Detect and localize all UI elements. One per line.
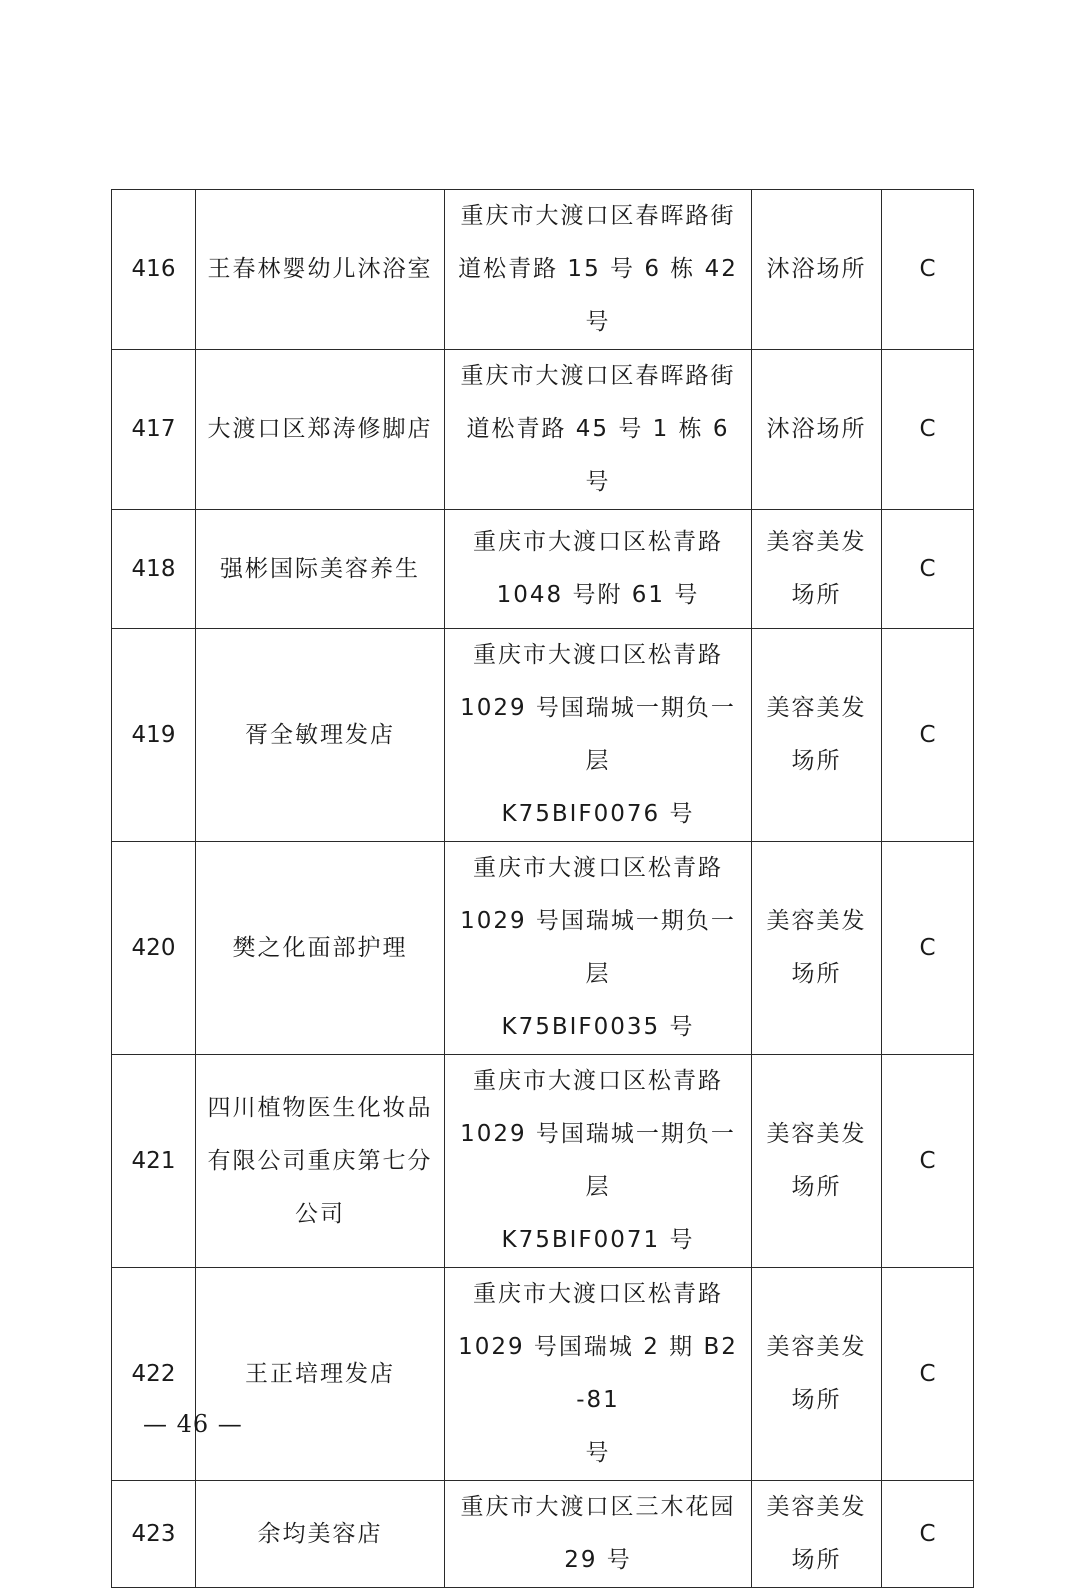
table-row — [112, 190, 974, 350]
address-line: 道松青路 45 号 1 栋 6 号 — [466, 416, 730, 495]
business-name-line: 大渡口区郑涛修脚店 — [207, 416, 433, 442]
address-line: 重庆市大渡口区松青路 — [473, 642, 723, 668]
business-name-line: 公司 — [295, 1200, 345, 1227]
row-number: 417 — [112, 350, 196, 510]
address-line: 重庆市大渡口区春晖路街 — [460, 203, 736, 229]
business-name-line: 樊之化面部护理 — [232, 934, 408, 961]
grade: C — [882, 190, 974, 350]
business-name — [196, 350, 445, 510]
table-row — [112, 1481, 974, 1588]
address — [445, 510, 752, 629]
address-line: 1029 号国瑞城 2 期 B2-81 — [458, 1334, 738, 1413]
grade: C — [882, 1481, 974, 1588]
business-name-line: 余均美容店 — [257, 1520, 383, 1547]
business-name — [196, 190, 445, 350]
row-number: 420 — [112, 842, 196, 1055]
category-line: 美容美发 — [766, 908, 867, 934]
row-number: 418 — [112, 510, 196, 629]
business-name-line: 王春林婴幼儿沐浴室 — [207, 256, 433, 282]
table-row — [112, 510, 974, 629]
address-line: 重庆市大渡口区松青路 — [473, 1281, 723, 1307]
category-line: 美容美发 — [766, 1334, 867, 1360]
table-row — [112, 1268, 974, 1481]
category-line: 沐浴场所 — [766, 256, 867, 282]
category-line: 场所 — [791, 1387, 842, 1413]
address-line: K75BIF0071 号 — [501, 1227, 695, 1253]
address-line: K75BIF0076 号 — [501, 801, 695, 827]
address-line: 1048 号附 61 号 — [496, 582, 700, 608]
table-row — [112, 350, 974, 510]
row-number: 421 — [112, 1055, 196, 1268]
address-line: K75BIF0035 号 — [501, 1014, 695, 1040]
address-line: 重庆市大渡口区春晖路街 — [460, 363, 736, 389]
address-line: 1029 号国瑞城一期负一层 — [460, 908, 736, 987]
page-number: — 46 — — [143, 1410, 243, 1438]
category-line: 场所 — [791, 1547, 842, 1573]
business-name-line: 有限公司重庆第七分 — [207, 1147, 433, 1174]
business-name — [196, 629, 445, 842]
category — [752, 190, 882, 350]
table-body — [112, 190, 974, 1588]
business-name — [196, 1055, 445, 1268]
category-line: 场所 — [791, 582, 842, 608]
business-name-line: 胥全敏理发店 — [245, 721, 395, 748]
address — [445, 842, 752, 1055]
address-line: 重庆市大渡口区松青路 — [473, 529, 723, 555]
category-line: 场所 — [791, 1174, 842, 1200]
category-line: 美容美发 — [766, 529, 867, 555]
address — [445, 1481, 752, 1588]
category-line: 美容美发 — [766, 695, 867, 721]
address-line: 1029 号国瑞城一期负一层 — [460, 695, 736, 774]
grade: C — [882, 629, 974, 842]
category — [752, 842, 882, 1055]
category — [752, 1481, 882, 1588]
category — [752, 510, 882, 629]
category — [752, 1268, 882, 1481]
business-name — [196, 842, 445, 1055]
business-name — [196, 1268, 445, 1481]
records-table — [111, 189, 974, 1588]
grade: C — [882, 842, 974, 1055]
business-name-line: 四川植物医生化妆品 — [207, 1094, 433, 1121]
address — [445, 190, 752, 350]
address-line: 道松青路 15 号 6 栋 42 号 — [458, 256, 738, 335]
row-number: 422 — [112, 1268, 196, 1481]
row-number: 423 — [112, 1481, 196, 1588]
address — [445, 1268, 752, 1481]
grade: C — [882, 1268, 974, 1481]
grade: C — [882, 510, 974, 629]
address-line: 1029 号国瑞城一期负一层 — [460, 1121, 736, 1200]
address-line: 29 号 — [564, 1547, 632, 1573]
address — [445, 629, 752, 842]
category — [752, 629, 882, 842]
category-line: 场所 — [791, 961, 842, 987]
category-line: 沐浴场所 — [766, 416, 867, 442]
category-line: 美容美发 — [766, 1121, 867, 1147]
business-name-line: 强彬国际美容养生 — [220, 555, 420, 582]
grade: C — [882, 350, 974, 510]
row-number: 416 — [112, 190, 196, 350]
category-line: 场所 — [791, 748, 842, 774]
address-line: 号 — [585, 1440, 611, 1466]
business-name-line: 王正培理发店 — [245, 1360, 395, 1387]
category-line: 美容美发 — [766, 1494, 867, 1520]
address — [445, 350, 752, 510]
business-name — [196, 1481, 445, 1588]
address — [445, 1055, 752, 1268]
grade: C — [882, 1055, 974, 1268]
business-name — [196, 510, 445, 629]
address-line: 重庆市大渡口区松青路 — [473, 1068, 723, 1094]
address-line: 重庆市大渡口区松青路 — [473, 855, 723, 881]
table-row — [112, 842, 974, 1055]
table-row — [112, 1055, 974, 1268]
category — [752, 350, 882, 510]
table-row — [112, 629, 974, 842]
row-number: 419 — [112, 629, 196, 842]
address-line: 重庆市大渡口区三木花园 — [460, 1494, 736, 1520]
category — [752, 1055, 882, 1268]
